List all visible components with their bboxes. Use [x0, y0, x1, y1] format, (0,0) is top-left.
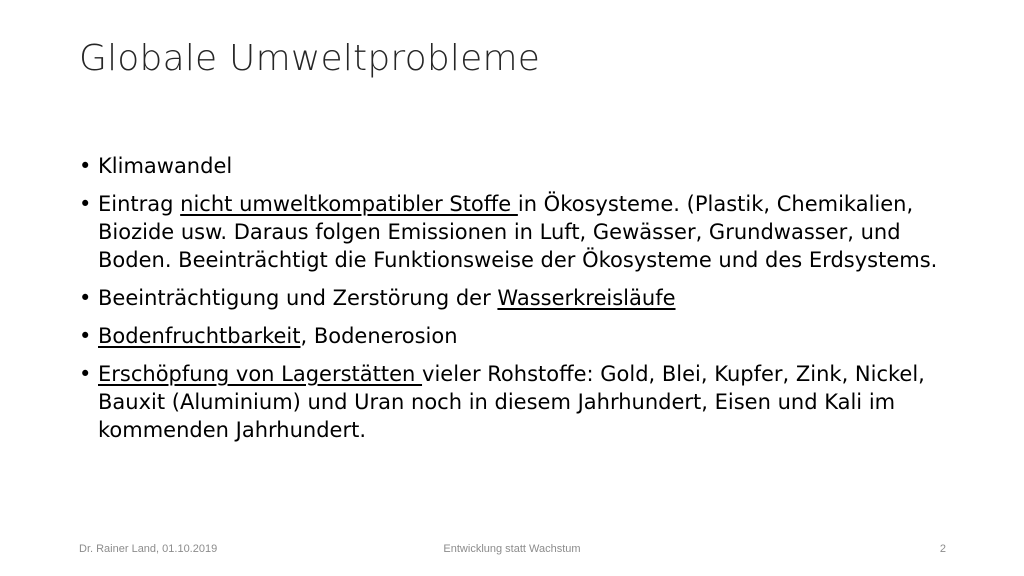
slide-title: Globale Umweltprobleme [79, 38, 541, 79]
bullet-item-klimawandel [79, 152, 959, 180]
bullet-item-erschoepfung [79, 360, 959, 444]
bullet-marker: • [79, 286, 92, 310]
bullet-marker: • [79, 192, 92, 216]
bullet-marker: • [79, 324, 92, 348]
footer-title: Entwicklung statt Wachstum [443, 543, 581, 555]
bullet-text: vieler Rohstoffe: Gold, Blei, Kupfer, Zink, Nickel, Bauxit (Aluminium) und Uran noch in diesem Jahrhundert, Eisen und Kali im kommenden Jahrhundert. [98, 362, 925, 442]
footer-author-date: Dr. Rainer Land, 01.10.2019 [79, 543, 218, 555]
underlined-term: Wasserkreisläufe [497, 286, 676, 310]
underlined-term: Erschöpfung von Lagerstätten [98, 362, 423, 386]
bullet-marker: • [79, 362, 92, 386]
bullet-item-eintrag [79, 190, 959, 274]
bullet-item-bodenfruchtbarkeit [79, 322, 959, 350]
underlined-term: Bodenfruchtbarkeit [98, 324, 301, 348]
bullet-marker: • [79, 154, 92, 178]
bullet-text: , Bodenerosion [300, 324, 458, 348]
bullet-text: in Ökosysteme. (Plastik, Chemikalien, Biozide usw. Daraus folgen Emissionen in Luft, Gewässer, Grundwasser, und Boden. Beeinträchtigt die Funktionsweise der Ökosysteme und des Erdsystems. [98, 192, 938, 272]
bullet-item-wasserkreislaeufe [79, 284, 959, 312]
bullet-text: Klimawandel [98, 154, 233, 178]
underlined-term: nicht umweltkompatibler Stoffe [180, 192, 518, 216]
bullet-list [79, 152, 959, 454]
page-number: 2 [939, 543, 946, 555]
bullet-text: Eintrag [98, 192, 181, 216]
bullet-text: Beeinträchtigung und Zerstörung der [98, 286, 498, 310]
